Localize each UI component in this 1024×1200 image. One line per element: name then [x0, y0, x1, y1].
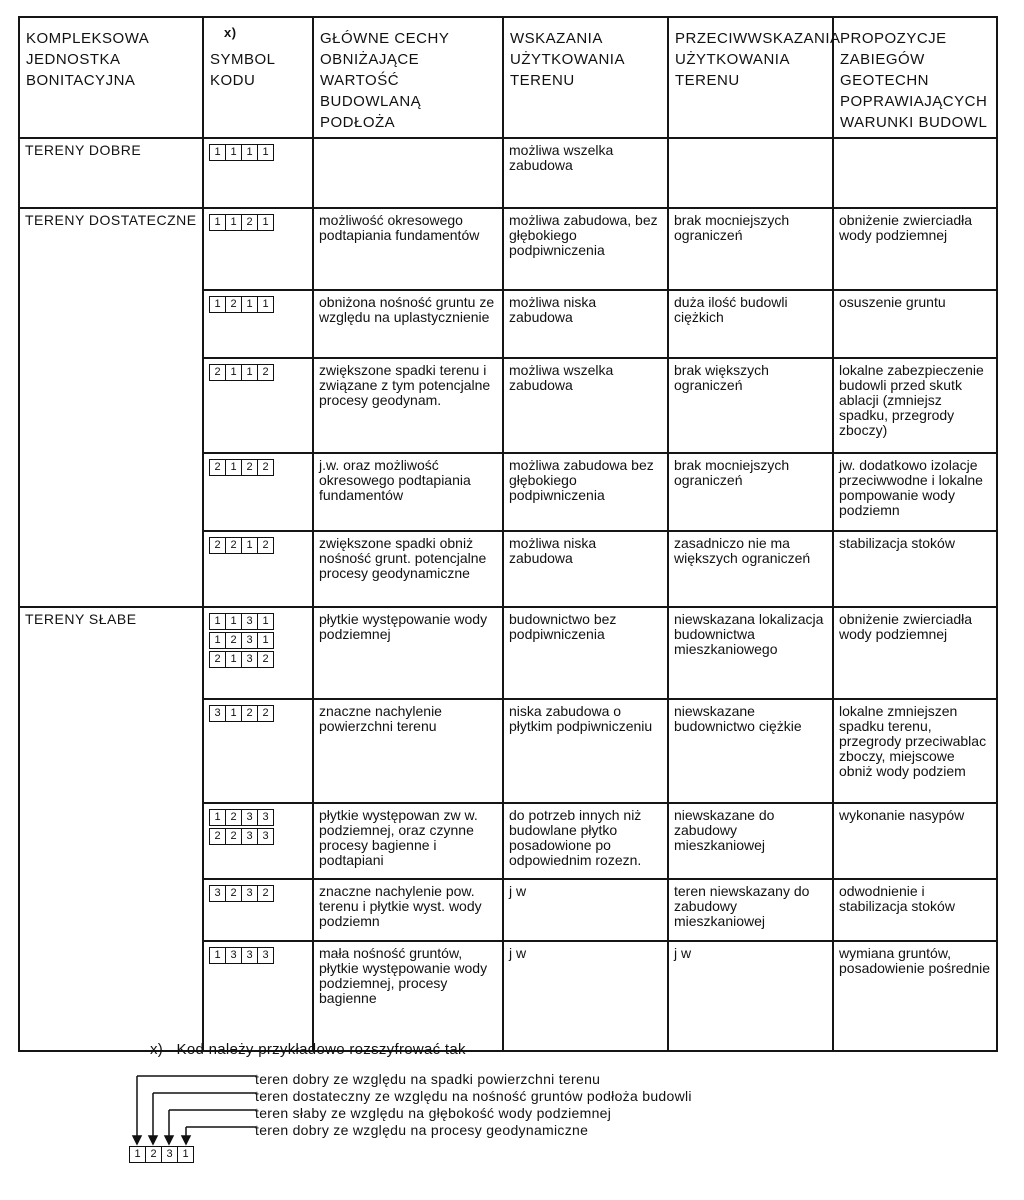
proposals-cell — [833, 138, 997, 208]
code-cell — [203, 803, 313, 879]
header-features: GŁÓWNE CECHY OBNIŻAJĄCE WARTOŚĆ BUDOWLANĄ PODŁOŻA — [313, 17, 503, 138]
code-digit: 2 — [257, 365, 273, 380]
contra-cell — [668, 138, 833, 208]
code-cell — [203, 699, 313, 803]
code-digit: 3 — [257, 810, 273, 825]
code-digit: 1 — [241, 365, 257, 380]
legend-line: teren dobry ze względu na spadki powierzchni terenu — [255, 1071, 601, 1087]
features-cell: mała nośność gruntów, płytkie występowanie wody podziemnej, procesy bagienne — [313, 941, 503, 1051]
contra-cell: zasadniczo nie ma większych ograniczeń — [668, 531, 833, 607]
code-digit: 1 — [257, 614, 273, 629]
code-digit: 2 — [257, 460, 273, 475]
indications-cell: do potrzeb innych niż budowlane płytko posadowione po odpowiednim rozezn. — [503, 803, 668, 879]
code-digit: 1 — [214, 216, 221, 228]
code-digit: 3 — [241, 633, 257, 648]
code-digit: 2 — [225, 538, 241, 553]
contra-cell: j w — [668, 941, 833, 1051]
features-cell: możliwość okresowego podtapiania fundamentów — [313, 208, 503, 290]
code-digit: 1 — [257, 145, 273, 160]
proposals-cell: lokalne zmniejszen spadku terenu, przegrody przeciwablac zboczy, miejscowe obniż wody podziem — [833, 699, 997, 803]
legend-arrows — [128, 1070, 258, 1150]
contra-cell: duża ilość budowli ciężkich — [668, 290, 833, 358]
code-digit: 1 — [214, 146, 221, 158]
code-cell — [203, 138, 313, 208]
features-cell: j.w. oraz możliwość okresowego podtapiania fundamentów — [313, 453, 503, 531]
indications-cell: j w — [503, 941, 668, 1051]
features-cell: znaczne nachylenie powierzchni terenu — [313, 699, 503, 803]
contra-cell: brak większych ograniczeń — [668, 358, 833, 453]
table-row — [19, 138, 997, 208]
code-digit: 1 — [214, 298, 221, 310]
code-digit: 1 — [225, 706, 241, 721]
indications-cell: możliwa zabudowa bez głębokiego podpiwniczenia — [503, 453, 668, 531]
code-symbol — [209, 809, 274, 826]
code-digit: 2 — [225, 633, 241, 648]
proposals-cell: odwodnienie i stabilizacja stoków — [833, 879, 997, 941]
code-cell — [203, 607, 313, 699]
code-digit: 3 — [214, 887, 221, 899]
code-digit: 2 — [241, 215, 257, 230]
header-row — [19, 17, 997, 138]
code-digit: 2 — [225, 829, 241, 844]
code-digit: 2 — [257, 886, 273, 901]
contra-cell: brak mocniejszych ograniczeń — [668, 208, 833, 290]
code-symbol — [209, 651, 274, 668]
contra-cell: niewskazane do zabudowy mieszkaniowej — [668, 803, 833, 879]
table-row — [19, 208, 997, 290]
group-sufficient: TERENY DOSTATECZNE — [19, 208, 203, 607]
proposals-cell: stabilizacja stoków — [833, 531, 997, 607]
code-digit: 2 — [257, 652, 273, 667]
indications-cell: możliwa zabudowa, bez głębokiego podpiwniczenia — [503, 208, 668, 290]
indications-cell: j w — [503, 879, 668, 941]
code-digit: 3 — [241, 652, 257, 667]
code-cell — [203, 358, 313, 453]
footnote — [150, 1041, 466, 1058]
code-digit: 1 — [225, 614, 241, 629]
features-cell — [313, 138, 503, 208]
indications-cell: możliwa wszelka zabudowa — [503, 138, 668, 208]
code-symbol — [209, 537, 274, 554]
features-cell: znaczne nachylenie pow. terenu i płytkie wyst. wody podziemn — [313, 879, 503, 941]
header-unit: KOMPLEKSOWA JEDNOSTKA BONITACYJNA — [19, 17, 203, 138]
features-cell: płytkie występowan zw w. podziemnej, oraz czynne procesy bagienne i podtapiani — [313, 803, 503, 879]
code-digit: 2 — [214, 461, 221, 473]
code-symbol — [209, 613, 274, 630]
code-digit: 1 — [214, 811, 221, 823]
indications-cell: możliwa niska zabudowa — [503, 531, 668, 607]
legend-line: teren dostateczny ze względu na nośność gruntów podłoża budowli — [255, 1088, 692, 1104]
code-symbol — [209, 632, 274, 649]
table-row — [19, 607, 997, 699]
code-cell — [203, 290, 313, 358]
contra-cell: niewskazane budownictwo ciężkie — [668, 699, 833, 803]
contra-cell: niewskazana lokalizacja budownictwa mieszkaniowego — [668, 607, 833, 699]
proposals-cell: lokalne zabezpieczenie budowli przed skutk ablacji (zmniejsz spadku, przegrody zboczy) — [833, 358, 997, 453]
code-digit: 2 — [241, 460, 257, 475]
contra-cell: brak mocniejszych ograniczeń — [668, 453, 833, 531]
code-symbol — [209, 144, 274, 161]
header-contraindications: PRZECIWWSKAZANIA UŻYTKOWANIA TERENU — [668, 17, 833, 138]
code-digit: 3 — [257, 948, 273, 963]
code-cell — [203, 531, 313, 607]
code-digit: 1 — [257, 297, 273, 312]
code-symbol — [209, 828, 274, 845]
code-symbol — [209, 459, 274, 476]
indications-cell: niska zabudowa o płytkim podpiwniczeniu — [503, 699, 668, 803]
code-digit: 1 — [134, 1148, 141, 1160]
features-cell: zwiększone spadki obniż nośność grunt. potencjalne procesy geodynamiczne — [313, 531, 503, 607]
code-digit: 2 — [214, 366, 221, 378]
code-digit: 2 — [225, 886, 241, 901]
code-digit: 3 — [225, 948, 241, 963]
code-digit: 1 — [241, 538, 257, 553]
code-digit: 1 — [214, 634, 221, 646]
footnote-mark: x) — [224, 25, 237, 40]
indications-cell: możliwa wszelka zabudowa — [503, 358, 668, 453]
contra-cell: teren niewskazany do zabudowy mieszkaniowej — [668, 879, 833, 941]
code-digit: 3 — [241, 829, 257, 844]
legend-line: teren dobry ze względu na procesy geodynamiczne — [255, 1122, 589, 1138]
code-digit: 1 — [214, 949, 221, 961]
code-digit: 1 — [241, 297, 257, 312]
proposals-cell: wymiana gruntów, posadowienie pośrednie — [833, 941, 997, 1051]
bonitation-table — [18, 16, 998, 1052]
features-cell: płytkie występowanie wody podziemnej — [313, 607, 503, 699]
code-digit: 1 — [177, 1147, 193, 1162]
code-cell — [203, 208, 313, 290]
group-good: TERENY DOBRE — [19, 138, 203, 208]
code-digit: 2 — [214, 830, 221, 842]
features-cell: zwiększone spadki terenu i związane z tym potencjalne procesy geodynam. — [313, 358, 503, 453]
legend — [255, 1071, 692, 1139]
code-digit: 3 — [241, 948, 257, 963]
group-weak: TERENY SŁABE — [19, 607, 203, 1051]
code-digit: 1 — [225, 652, 241, 667]
proposals-cell: osuszenie gruntu — [833, 290, 997, 358]
header-symbol: x) SYMBOL KODU — [203, 17, 313, 138]
code-symbol — [209, 214, 274, 231]
code-digit: 2 — [225, 810, 241, 825]
code-symbol — [209, 885, 274, 902]
code-symbol — [209, 296, 274, 313]
code-symbol — [209, 364, 274, 381]
indications-cell: możliwa niska zabudowa — [503, 290, 668, 358]
code-digit: 1 — [225, 145, 241, 160]
proposals-cell: wykonanie nasypów — [833, 803, 997, 879]
features-cell: obniżona nośność gruntu ze względu na uplastycznienie — [313, 290, 503, 358]
code-digit: 2 — [257, 538, 273, 553]
code-digit: 3 — [241, 810, 257, 825]
code-digit: 2 — [214, 539, 221, 551]
code-digit: 2 — [145, 1147, 161, 1162]
code-digit: 1 — [225, 460, 241, 475]
code-digit: 1 — [225, 365, 241, 380]
code-digit: 3 — [257, 829, 273, 844]
code-digit: 1 — [257, 633, 273, 648]
proposals-cell: jw. dodatkowo izolacje przeciwwodne i lokalne pompowanie wody podziemn — [833, 453, 997, 531]
proposals-cell: obniżenie zwierciadła wody podziemnej — [833, 607, 997, 699]
legend-code — [129, 1144, 194, 1164]
footnote-mark-bottom: x) — [150, 1041, 164, 1058]
legend-line: teren słaby ze względu na głębokość wody podziemnej — [255, 1105, 612, 1121]
code-digit: 2 — [241, 706, 257, 721]
code-digit: 1 — [225, 215, 241, 230]
code-digit: 1 — [257, 215, 273, 230]
code-digit: 3 — [241, 614, 257, 629]
code-symbol — [129, 1146, 194, 1163]
code-digit: 2 — [225, 297, 241, 312]
code-cell — [203, 879, 313, 941]
header-indications: WSKAZANIA UŻYTKOWANIA TERENU — [503, 17, 668, 138]
code-digit: 1 — [214, 615, 221, 627]
code-cell — [203, 453, 313, 531]
code-digit: 2 — [214, 653, 221, 665]
code-digit: 3 — [241, 886, 257, 901]
code-digit: 3 — [161, 1147, 177, 1162]
code-cell — [203, 941, 313, 1051]
footnote-text: Kod należy przykładowo rozszyfrować tak — [176, 1041, 466, 1058]
indications-cell: budownictwo bez podpiwniczenia — [503, 607, 668, 699]
code-digit: 1 — [241, 145, 257, 160]
code-digit: 2 — [257, 706, 273, 721]
code-symbol — [209, 947, 274, 964]
code-symbol — [209, 705, 274, 722]
code-digit: 3 — [214, 707, 221, 719]
header-proposals: PROPOZYCJE ZABIEGÓW GEOTECHN POPRAWIAJĄCYCH WARUNKI BUDOWL — [833, 17, 997, 138]
proposals-cell: obniżenie zwierciadła wody podziemnej — [833, 208, 997, 290]
